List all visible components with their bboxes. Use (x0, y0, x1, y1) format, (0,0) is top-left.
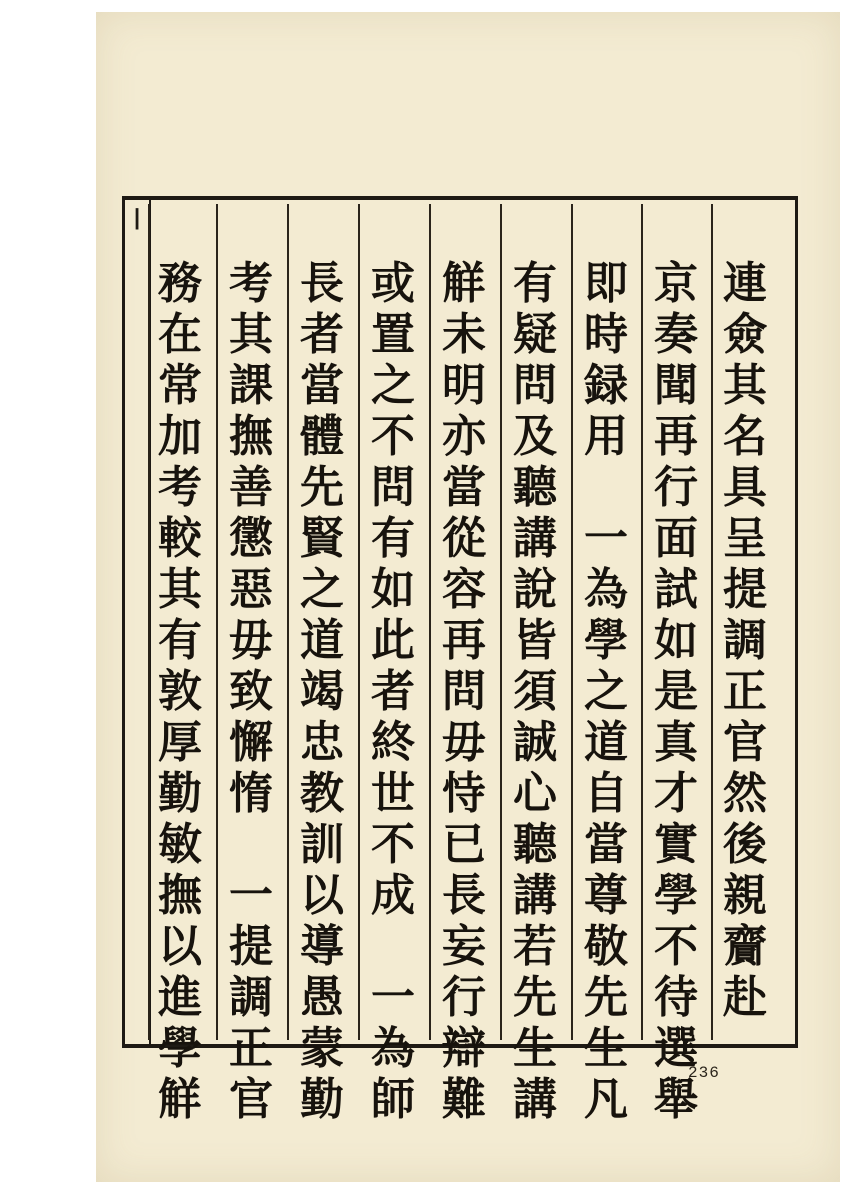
column-char: 敦 (158, 666, 202, 717)
column-char: 官 (723, 717, 767, 768)
column-char: 舉 (654, 1074, 698, 1125)
column-char: 訓 (300, 819, 344, 870)
text-column (358, 258, 428, 1125)
column-char: 者 (371, 666, 415, 717)
column-char: 辯 (442, 1023, 486, 1074)
column-char: 考 (229, 258, 273, 309)
column-char: 當 (442, 462, 486, 513)
column-char: 誠 (513, 717, 557, 768)
column-char: 賢 (300, 513, 344, 564)
column-char: 長 (442, 870, 486, 921)
column-char: 當 (584, 819, 628, 870)
column-char: 時 (584, 309, 628, 360)
column-char: 官 (229, 1074, 273, 1125)
column-char: 致 (229, 666, 273, 717)
column-char: 在 (158, 309, 202, 360)
column-char: 其 (723, 360, 767, 411)
text-column (641, 258, 711, 1125)
column-char: 課 (229, 360, 273, 411)
column-char: 勤 (158, 768, 202, 819)
column-char: 講 (513, 513, 557, 564)
column-char: 正 (723, 666, 767, 717)
column-char: 導 (300, 921, 344, 972)
column-char: 終 (371, 717, 415, 768)
column-char: 問 (513, 360, 557, 411)
column-char (229, 819, 273, 870)
column-char: 道 (300, 615, 344, 666)
column-char: 生 (513, 1023, 557, 1074)
column-char: 明 (442, 360, 486, 411)
column-char: 以 (300, 870, 344, 921)
column-char (584, 462, 628, 513)
column-char: 學 (158, 1023, 202, 1074)
column-char: 待 (654, 972, 698, 1023)
column-char: 亦 (442, 411, 486, 462)
column-char: 觧 (158, 1074, 202, 1125)
column-char: 問 (442, 666, 486, 717)
column-char: 凡 (584, 1074, 628, 1125)
column-char: 一 (584, 513, 628, 564)
column-char: 是 (654, 666, 698, 717)
column-char: 妄 (442, 921, 486, 972)
column-char: 提 (229, 921, 273, 972)
column-char: 先 (584, 972, 628, 1023)
page-number: 236 (688, 1064, 720, 1082)
column-char: 從 (442, 513, 486, 564)
column-char: 未 (442, 309, 486, 360)
column-char: 之 (300, 564, 344, 615)
column-char: 及 (513, 411, 557, 462)
column-char: 不 (371, 411, 415, 462)
column-char: 京 (654, 258, 698, 309)
text-column (145, 258, 215, 1125)
column-char: 者 (300, 309, 344, 360)
column-char: 有 (371, 513, 415, 564)
column-char: 較 (158, 513, 202, 564)
column-char: 忠 (300, 717, 344, 768)
column-char: 再 (442, 615, 486, 666)
column-char: 已 (442, 819, 486, 870)
column-char: 面 (654, 513, 698, 564)
column-char: 常 (158, 360, 202, 411)
column-char: 一 (229, 870, 273, 921)
column-char: 愚 (300, 972, 344, 1023)
column-char: 惰 (229, 768, 273, 819)
column-char: 撫 (158, 870, 202, 921)
column-char: 齎 (723, 921, 767, 972)
text-column (287, 258, 357, 1125)
column-char: 此 (371, 615, 415, 666)
column-char: 之 (371, 360, 415, 411)
column-char: 說 (513, 564, 557, 615)
column-char: 學 (584, 615, 628, 666)
column-char: 其 (158, 564, 202, 615)
column-char: 問 (371, 462, 415, 513)
column-char: 連 (723, 258, 767, 309)
text-column (500, 258, 570, 1125)
column-char: 惡 (229, 564, 273, 615)
column-char: 一 (371, 972, 415, 1023)
column-char: 實 (654, 819, 698, 870)
column-char: 成 (371, 870, 415, 921)
column-char: 進 (158, 972, 202, 1023)
column-char: 務 (158, 258, 202, 309)
column-char: 或 (371, 258, 415, 309)
column-char: 竭 (300, 666, 344, 717)
column-char: 親 (723, 870, 767, 921)
text-column (429, 258, 499, 1125)
column-char: 才 (654, 768, 698, 819)
column-char: 皆 (513, 615, 557, 666)
column-char: 懲 (229, 513, 273, 564)
column-char: 其 (229, 309, 273, 360)
column-char: 觧 (442, 258, 486, 309)
column-char: 再 (654, 411, 698, 462)
column-char: 生 (584, 1023, 628, 1074)
column-char: 敏 (158, 819, 202, 870)
margin-mark: ┃ (131, 209, 143, 230)
column-char: 長 (300, 258, 344, 309)
column-char: 考 (158, 462, 202, 513)
column-char: 撫 (229, 411, 273, 462)
column-char: 僉 (723, 309, 767, 360)
text-column (710, 258, 780, 1023)
column-char: 後 (723, 819, 767, 870)
column-char: 不 (371, 819, 415, 870)
column-char: 選 (654, 1023, 698, 1074)
column-char: 用 (584, 411, 628, 462)
column-char: 試 (654, 564, 698, 615)
column-char: 置 (371, 309, 415, 360)
column-char: 提 (723, 564, 767, 615)
column-char: 學 (654, 870, 698, 921)
column-char: 奏 (654, 309, 698, 360)
column-char: 不 (654, 921, 698, 972)
column-char: 正 (229, 1023, 273, 1074)
column-char: 先 (300, 462, 344, 513)
column-char: 聞 (654, 360, 698, 411)
column-char: 録 (584, 360, 628, 411)
column-char: 然 (723, 768, 767, 819)
column-char: 善 (229, 462, 273, 513)
column-char: 具 (723, 462, 767, 513)
column-char: 師 (371, 1074, 415, 1125)
column-char: 講 (513, 1074, 557, 1125)
column-char: 以 (158, 921, 202, 972)
column-char: 聽 (513, 462, 557, 513)
column-char: 調 (229, 972, 273, 1023)
column-char: 勤 (300, 1074, 344, 1125)
column-char: 先 (513, 972, 557, 1023)
column-char: 呈 (723, 513, 767, 564)
column-char: 容 (442, 564, 486, 615)
column-char: 難 (442, 1074, 486, 1125)
column-char: 即 (584, 258, 628, 309)
column-char: 當 (300, 360, 344, 411)
column-char: 如 (654, 615, 698, 666)
column-char: 行 (442, 972, 486, 1023)
column-char: 名 (723, 411, 767, 462)
column-char: 聽 (513, 819, 557, 870)
column-char: 為 (584, 564, 628, 615)
column-char: 赴 (723, 972, 767, 1023)
text-column (216, 258, 286, 1125)
text-column (571, 258, 641, 1125)
column-char: 講 (513, 870, 557, 921)
column-char: 敬 (584, 921, 628, 972)
column-char: 教 (300, 768, 344, 819)
column-char: 行 (654, 462, 698, 513)
column-char: 有 (158, 615, 202, 666)
column-char: 有 (513, 258, 557, 309)
column-char: 真 (654, 717, 698, 768)
column-char: 懈 (229, 717, 273, 768)
column-char: 恃 (442, 768, 486, 819)
column-char: 毋 (229, 615, 273, 666)
column-char: 尊 (584, 870, 628, 921)
column-char: 如 (371, 564, 415, 615)
column-char: 若 (513, 921, 557, 972)
column-char: 為 (371, 1023, 415, 1074)
column-char: 蒙 (300, 1023, 344, 1074)
column-char: 疑 (513, 309, 557, 360)
column-char: 心 (513, 768, 557, 819)
column-char: 自 (584, 768, 628, 819)
column-char: 須 (513, 666, 557, 717)
column-char: 調 (723, 615, 767, 666)
column-char: 加 (158, 411, 202, 462)
column-char: 世 (371, 768, 415, 819)
column-char: 厚 (158, 717, 202, 768)
column-char: 道 (584, 717, 628, 768)
column-char: 毋 (442, 717, 486, 768)
column-char: 之 (584, 666, 628, 717)
column-char: 體 (300, 411, 344, 462)
column-char (371, 921, 415, 972)
